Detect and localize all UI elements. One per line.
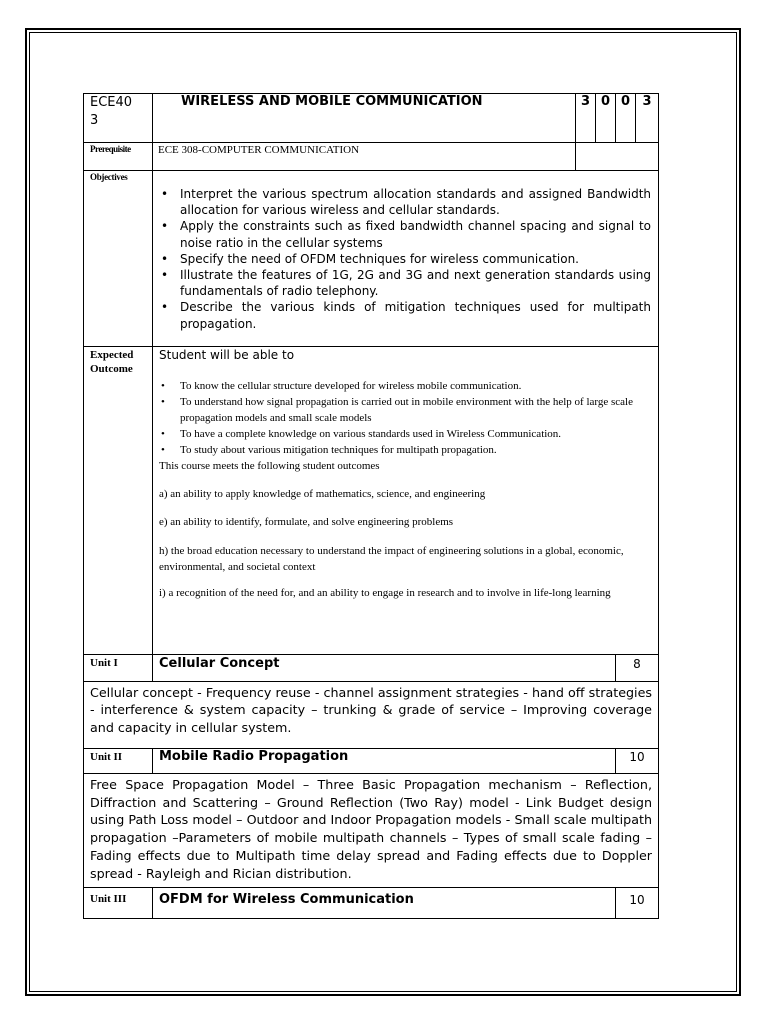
outcome-label-line2: Outcome — [90, 363, 133, 375]
prerequisite-label: Prerequisite — [90, 144, 131, 154]
credit-p: 0 — [620, 94, 631, 109]
objective-item: • Specify the need of OFDM techniques for wireless communication. — [159, 251, 651, 267]
credit-l: 3 — [580, 94, 591, 109]
unit3-title: OFDM for Wireless Communication — [159, 892, 414, 907]
unit2-hours: 10 — [629, 750, 645, 764]
objective-item: • Illustrate the features of 1G, 2G and 3G and next generation standards using fundamentals of radio telephony. — [159, 267, 651, 299]
outcome-list — [159, 378, 653, 458]
objectives-list — [159, 186, 651, 332]
unit1-title: Cellular Concept — [159, 656, 280, 671]
outcome-item: • To have a complete knowledge on various standards used in Wireless Communication. — [159, 426, 653, 442]
outcome-item: • To know the cellular structure developed for wireless mobile communication. — [159, 378, 653, 394]
unit1-content: Cellular concept - Frequency reuse - channel assignment strategies - hand off strategies - interference & system capacity – trunking & grade of service – Improving coverage and capacity in cellular system. — [90, 685, 652, 735]
objective-item: • Apply the constraints such as fixed bandwidth channel spacing and signal to noise ratio in the cellular systems — [159, 218, 651, 250]
credit-t: 0 — [600, 94, 611, 109]
course-title: WIRELESS AND MOBILE COMMUNICATION — [181, 94, 483, 109]
outcome-label-cell — [83, 346, 153, 655]
outcome-label-line1: Expected — [90, 349, 134, 361]
objectives-label: Objectives — [90, 172, 128, 182]
outcome-intro: Student will be able to — [159, 348, 295, 362]
credit-c: 3 — [642, 94, 652, 109]
student-outcome-e: e) an ability to identify, formulate, and solve engineering problems — [159, 516, 454, 528]
unit1-hours: 8 — [633, 657, 641, 671]
student-outcome-a: a) an ability to apply knowledge of mathematics, science, and engineering — [159, 488, 486, 500]
outcome-item: • To understand how signal propagation is carried out in mobile environment with the help of large scale propagation models and small scale models — [159, 394, 653, 426]
unit3-hours: 10 — [629, 893, 645, 907]
objective-item: • Describe the various kinds of mitigation techniques used for multipath propagation. — [159, 299, 651, 331]
student-outcome-i: i) a recognition of the need for, and an ability to engage in research and to involve in life-long learning — [159, 587, 611, 599]
outcome-item: • To study about various mitigation techniques for multipath propagation. — [159, 442, 653, 458]
unit2-title: Mobile Radio Propagation — [159, 749, 349, 764]
objectives-label-cell — [83, 170, 153, 347]
unit1-label: Unit I — [90, 657, 118, 669]
course-code: ECE40 3 — [90, 95, 133, 128]
outcome-meets: This course meets the following student outcomes — [159, 460, 380, 472]
prerequisite-value: ECE 308-COMPUTER COMMUNICATION — [158, 144, 360, 156]
objective-item: • Interpret the various spectrum allocation standards and assigned Bandwidth allocation for various wireless and cellular standards. — [159, 186, 651, 218]
unit2-label: Unit II — [90, 751, 123, 763]
unit2-content: Free Space Propagation Model – Three Basic Propagation mechanism – Reflection, Diffraction and Scattering – Ground Reflection (Two Ray) model - Link Budget design using Path Loss model – Outdoor and Indoor Propagation models - Small scale multipath propagation –Parameters of mobile multipath channels – Types of small scale fading – Fading effects due to Multipath time delay spread and Fading effects due to Doppler spread - Rayleigh and Rician distribution. — [90, 777, 652, 881]
unit3-label: Unit III — [90, 893, 127, 905]
student-outcome-h: h) the broad education necessary to understand the impact of engineering solutions in a global, economic, environmental, and societal context — [159, 545, 624, 573]
prerequisite-empty-cell — [575, 142, 659, 171]
